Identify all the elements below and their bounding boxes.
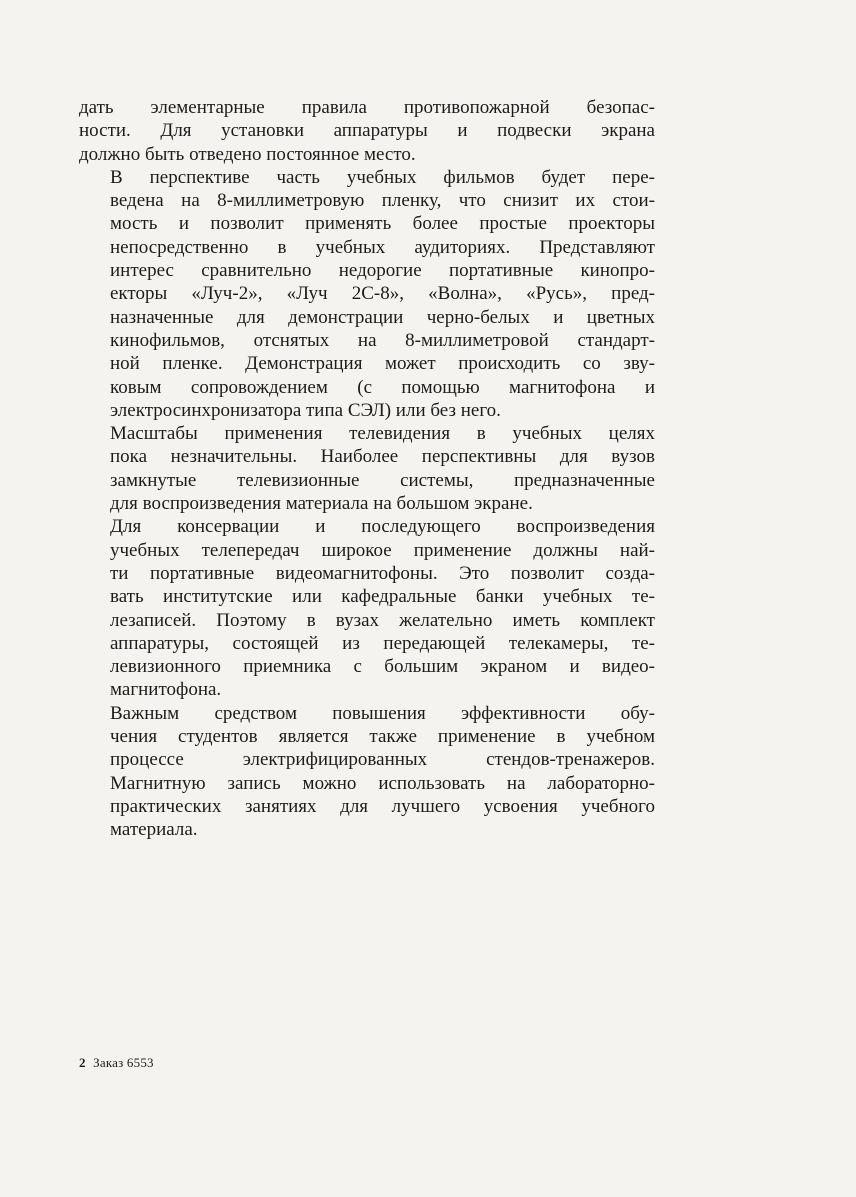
paragraph: [79, 422, 655, 515]
paragraph: [79, 166, 655, 422]
text-line: Для консервации и последующего воспроизведения: [110, 516, 655, 538]
text-line: назначенные для демонстрации черно-белых и цветных: [110, 306, 655, 328]
text-line: В перспективе часть учебных фильмов будет пере-: [110, 166, 655, 188]
order-number: Заказ 6553: [93, 1055, 154, 1070]
text-line: ковым сопровождением (с помощью магнитофона и: [110, 376, 655, 398]
text-line: Магнитную запись можно использовать на лабораторно-: [110, 772, 655, 794]
text-line: интерес сравнительно недорогие портативные кинопро-: [110, 260, 655, 282]
text-line: екторы «Луч-2», «Луч 2С-8», «Волна», «Русь», пред-: [110, 283, 655, 305]
text-line: Масштабы применения телевидения в учебных целях: [110, 423, 655, 445]
text-line: лезаписей. Поэтому в вузах желательно иметь комплект: [110, 609, 655, 631]
text-line: вать институтские или кафедральные банки учебных те-: [110, 586, 655, 608]
text-line: чения студентов является также применение в учебном: [110, 726, 655, 748]
text-line: для воспроизведения материала на большом экране.: [110, 493, 533, 515]
signature-number: 2: [79, 1055, 86, 1070]
text-line: учебных телепередач широкое применение должны най-: [110, 539, 655, 561]
text-line: замкнутые телевизионные системы, предназначенные: [110, 469, 655, 491]
text-line: материала.: [110, 819, 198, 841]
printer-signature-footer: [79, 1055, 154, 1071]
text-line: ной пленке. Демонстрация может происходить со зву-: [110, 353, 655, 375]
text-line: аппаратуры, состоящей из передающей телекамеры, те-: [110, 632, 655, 654]
text-line: Важным средством повышения эффективности обу-: [110, 702, 655, 724]
text-line: магнитофона.: [110, 679, 222, 701]
text-line: мость и позволит применять более простые проекторы: [110, 213, 655, 235]
text-line: практических занятиях для лучшего усвоения учебного: [110, 795, 655, 817]
text-line: ведена на 8-миллиметровую пленку, что снизит их стои-: [110, 190, 655, 212]
text-line: электросинхронизатора типа СЭЛ) или без него.: [110, 399, 501, 421]
text-line: дать элементарные правила противопожарной безопас-: [79, 97, 655, 118]
text-line: пока незначительны. Наиболее перспективны для вузов: [110, 446, 655, 468]
text-line: непосредственно в учебных аудиториях. Представляют: [110, 236, 655, 258]
text-line: должно быть отведено постоянное место.: [79, 143, 416, 165]
paragraph: [79, 515, 655, 701]
text-line: кинофильмов, отснятых на 8-миллиметровой стандарт-: [110, 329, 655, 351]
paragraph: [79, 702, 655, 842]
text-line: левизионного приемника с большим экраном и видео-: [110, 656, 655, 678]
text-line: ти портативные видеомагнитофоны. Это позволит созда-: [110, 562, 655, 584]
text-line: ности. Для установки аппаратуры и подвески экрана: [79, 120, 655, 142]
page-body: [79, 96, 655, 842]
paragraph: [79, 96, 655, 166]
text-line: процессе электрифицированных стендов-тренажеров.: [110, 749, 655, 771]
